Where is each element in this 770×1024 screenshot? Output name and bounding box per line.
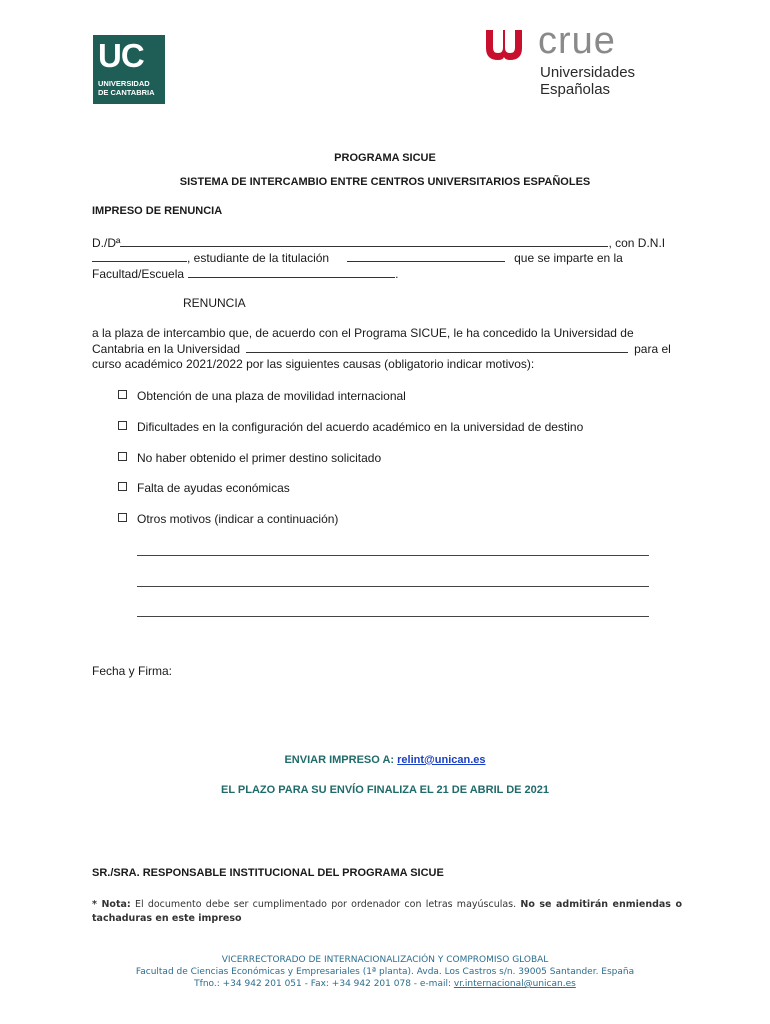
footer-line-1: VICERRECTORADO DE INTERNACIONALIZACIÓN Y COMPROMISO GLOBAL [221,955,549,965]
renuncia-heading: RENUNCIA [183,296,246,310]
program-title: PROGRAMA SICUE [334,152,436,164]
dni-field[interactable] [92,251,187,262]
crue-logo-word: crue [538,20,616,62]
form-line-faculty [92,267,398,281]
deadline-text: EL PLAZO PARA SU ENVÍO FINALIZA EL 21 DE ABRIL DE 2021 [220,784,550,796]
option-label: Falta de ayudas económicas [137,481,290,495]
send-email-link[interactable]: relint@unican.es [397,754,486,766]
option-label: No haber obtenido el primer destino solicitado [137,451,382,465]
uc-logo [93,35,165,104]
university-field[interactable] [246,342,628,353]
form-name: IMPRESO DE RENUNCIA [92,205,223,217]
crue-logo-mark-icon [486,30,522,60]
footer-line-3 [0,978,770,990]
note-label: * Nota: [92,899,131,910]
uc-logo-text [98,79,155,97]
option-item [118,512,338,526]
note-bold-text: No se admitirán enmiendas o tachaduras en este impreso [92,899,682,924]
other-reason-line[interactable] [137,616,649,617]
checkbox[interactable] [118,421,127,430]
para-line-3: curso académico 2021/2022 por las siguientes causas (obligatorio indicar motivos): [92,357,535,371]
option-label: Dificultades en la configuración del acuerdo académico en la universidad de destino [137,420,584,434]
checkbox[interactable] [118,452,127,461]
signature-label: Fecha y Firma: [92,664,173,678]
send-line [0,754,770,766]
option-item [118,451,381,465]
faculty-field[interactable] [188,267,395,278]
university-suffix: para el [634,342,671,356]
degree-label: , estudiante de la titulación [187,251,330,265]
option-item [118,420,583,434]
footer-line-2: Facultad de Ciencias Económicas y Empresariales (1ª planta). Avda. Los Castros s/n. 39005 Santander. España [135,967,635,977]
option-item [118,481,290,495]
crue-logo-line1: Universidades [540,64,636,81]
other-reason-line[interactable] [137,555,649,556]
faculty-period: . [395,267,399,281]
program-subtitle: SISTEMA DE INTERCAMBIO ENTRE CENTROS UNIVERSITARIOS ESPAÑOLES [179,176,591,188]
send-label: ENVIAR IMPRESO A: [284,754,395,766]
dni-label: , con D.N.I [608,236,666,250]
form-line-name [92,236,679,250]
note [92,898,682,926]
checkbox[interactable] [118,482,127,491]
uc-logo-line2: DE CANTABRIA [98,88,155,97]
form-line-degree [92,251,679,265]
uc-logo-letters: UC [98,37,144,74]
note-text: El documento debe ser cumplimentado por ordenador con letras mayúsculas. [134,899,517,910]
option-item [118,389,406,403]
name-label: D./Dª [92,236,121,250]
uc-logo-line1: UNIVERSIDAD [98,79,150,88]
university-label: Cantabria en la Universidad [92,342,241,356]
degree-suffix: que se imparte en la [514,251,623,265]
crue-logo-line2: Españolas [540,81,611,98]
other-reason-line[interactable] [137,586,649,587]
para-line-1: a la plaza de intercambio que, de acuerdo con el Programa SICUE, le ha concedido la Universidad de [92,326,634,340]
para-line-2 [92,342,671,356]
recipient-heading: SR./SRA. RESPONSABLE INSTITUCIONAL DEL PROGRAMA SICUE [92,867,444,879]
crue-logo-subtitle [540,64,635,98]
option-label: Otros motivos (indicar a continuación) [137,512,339,526]
footer-email-link[interactable]: vr.internacional@unican.es [453,979,576,989]
checkbox[interactable] [118,390,127,399]
name-field[interactable] [120,236,608,247]
checkbox[interactable] [118,513,127,522]
degree-field[interactable] [347,251,505,262]
option-label: Obtención de una plaza de movilidad internacional [137,389,406,403]
footer-contact: Tfno.: +34 942 201 051 - Fax: +34 942 201 078 - e-mail: [194,979,451,989]
faculty-label: Facultad/Escuela [92,267,185,281]
